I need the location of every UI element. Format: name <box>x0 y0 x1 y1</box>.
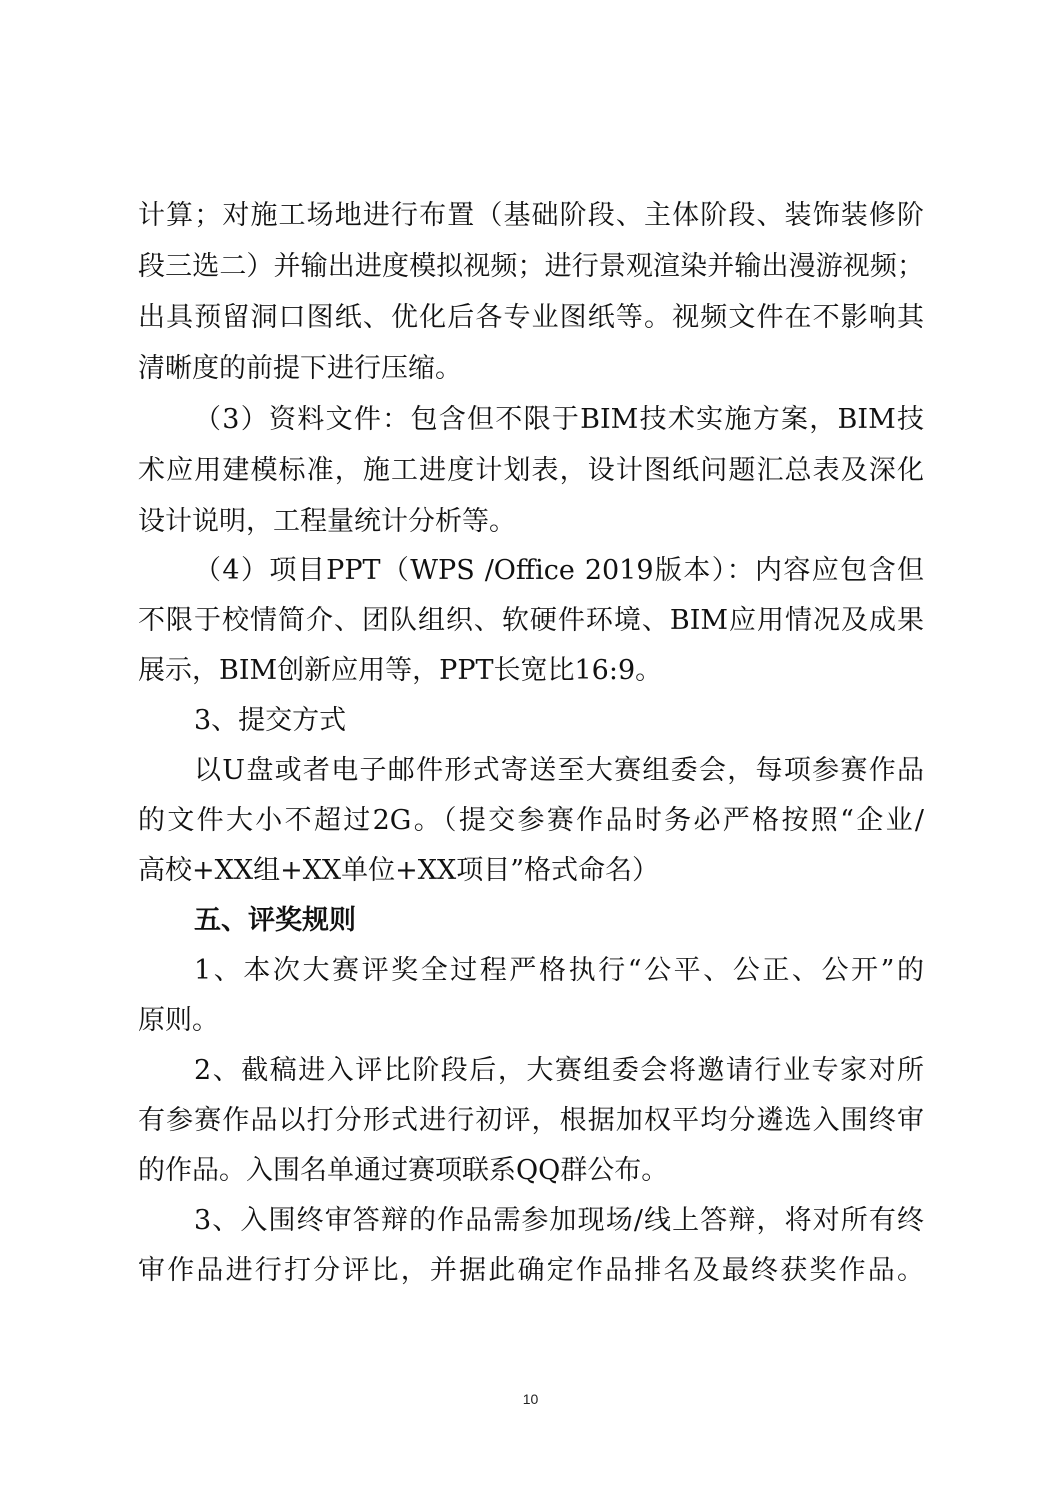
paragraph-line: 高校+XX组+XX单位+XX项目”格式命名） <box>138 855 660 886</box>
section-heading: 五、评奖规则 <box>194 905 356 936</box>
page-number: 10 <box>522 1391 539 1407</box>
paragraph-line: 清晰度的前提下进行压缩。 <box>138 353 462 384</box>
paragraph-line: （4）项目PPT（WPS /Office 2019版本）：内容应包含但 <box>194 555 924 586</box>
paragraph-line: 的作品。入围名单通过赛项联系QQ群公布。 <box>138 1155 669 1186</box>
paragraph-line: 的文件大小不超过2G。（提交参赛作品时务必严格按照“企业/ <box>138 805 924 836</box>
paragraph-line: 2、截稿进入评比阶段后，大赛组委会将邀请行业专家对所 <box>194 1055 924 1086</box>
paragraph-line: 以U盘或者电子邮件形式寄送至大赛组委会，每项参赛作品 <box>194 755 924 786</box>
paragraph-line: 展示，BIM创新应用等，PPT长宽比16:9。 <box>138 655 663 686</box>
paragraph-line: 段三选二）并输出进度模拟视频；进行景观渲染并输出漫游视频； <box>138 251 924 282</box>
paragraph-line: 3、入围终审答辩的作品需参加现场/线上答辩，将对所有终 <box>194 1205 924 1236</box>
paragraph-line: 计算；对施工场地进行布置（基础阶段、主体阶段、装饰装修阶 <box>138 200 924 231</box>
paragraph-line: 有参赛作品以打分形式进行初评，根据加权平均分遴选入围终审 <box>138 1105 924 1136</box>
paragraph-line: 术应用建模标准，施工进度计划表，设计图纸问题汇总表及深化 <box>138 455 924 486</box>
paragraph-line: 审作品进行打分评比，并据此确定作品排名及最终获奖作品。 <box>138 1255 924 1286</box>
paragraph-line: （3）资料文件：包含但不限于BIM技术实施方案，BIM技 <box>194 404 924 435</box>
paragraph-line: 1、本次大赛评奖全过程严格执行“公平、公正、公开”的 <box>194 955 924 986</box>
section-subheading: 3、提交方式 <box>194 705 347 736</box>
paragraph-line: 原则。 <box>138 1005 219 1036</box>
paragraph-line: 不限于校情简介、团队组织、软硬件环境、BIM应用情况及成果 <box>138 605 924 636</box>
paragraph-line: 出具预留洞口图纸、优化后各专业图纸等。视频文件在不影响其 <box>138 302 924 333</box>
paragraph-line: 设计说明，工程量统计分析等。 <box>138 506 516 537</box>
